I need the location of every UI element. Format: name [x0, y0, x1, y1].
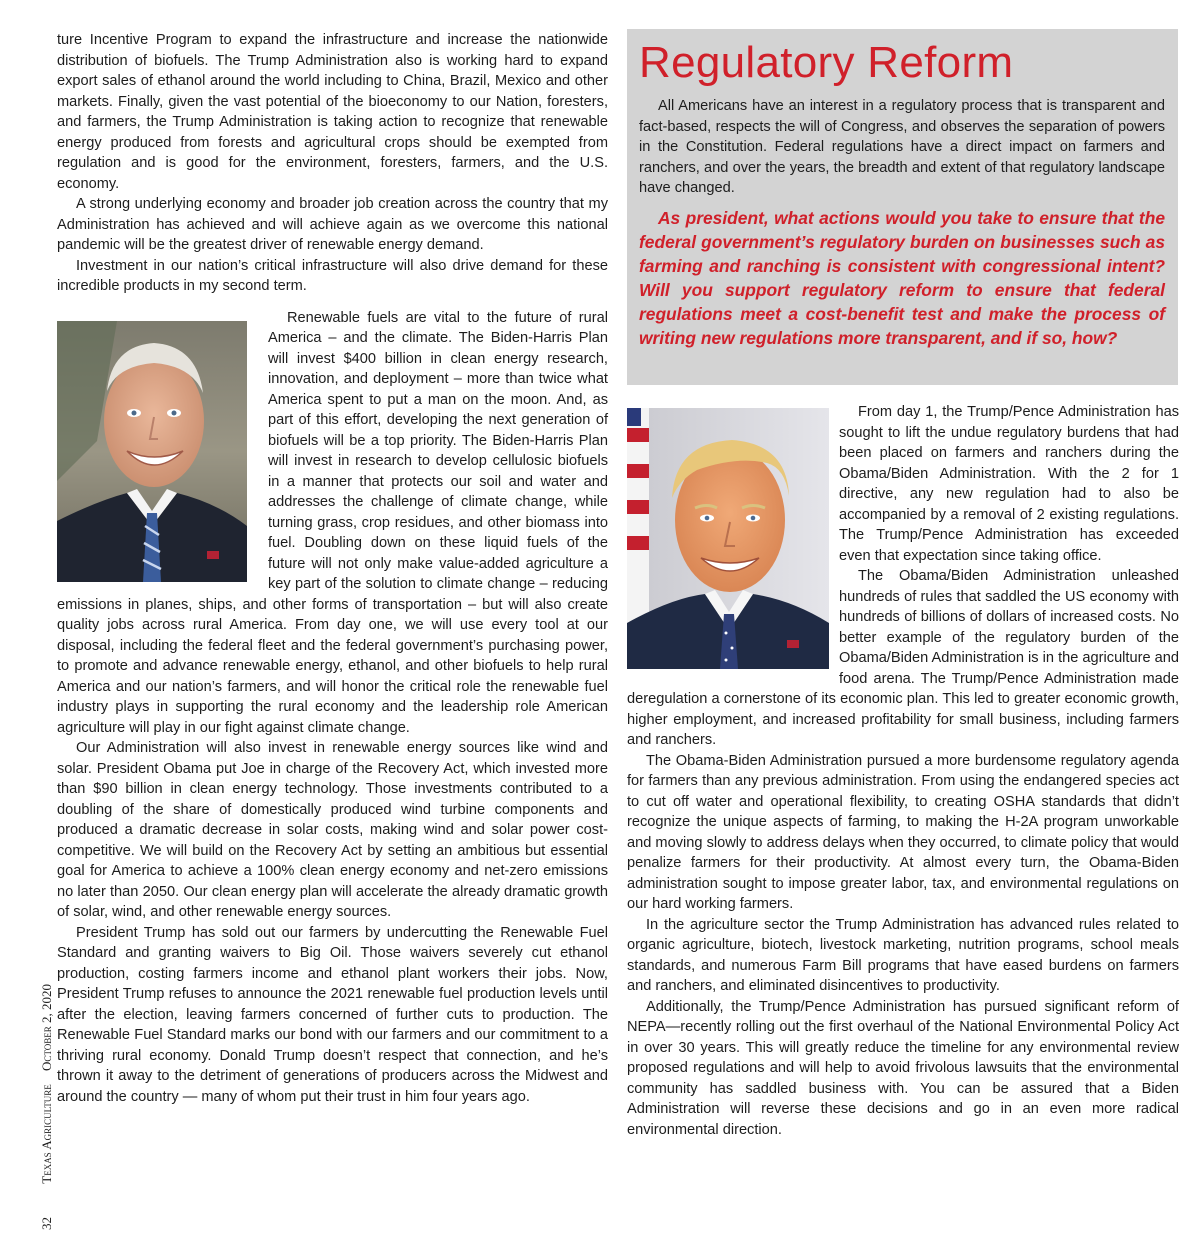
paragraph: President Trump has sold out our farmers by undercutting the Renewable Fuel Standard and granting waivers to Big Oil. Those waivers severely cut ethanol production, costing farmers income and ethanol plant workers their jobs. Now, President Trump refuses to announce the 2021 renewable fuel production levels until after the election, leaving farmers concerned of further cuts to production. The Renewable Fuel Standard marks our bond with our farmers and our commitment to a thriving rural economy. Donald Trump doesn’t respect that connection, and he’s thrown it away to the detriment of generations of producers across the Midwest and around the country — many of whom put their trust in him four years ago. [57, 924, 608, 1105]
issue-date: October 2, 2020 [39, 983, 54, 1071]
regulatory-reform-sidebar [627, 29, 1178, 385]
paragraph: Our Administration will also invest in renewable energy sources like wind and solar. President Obama put Joe in charge of the Recovery Act, which invested more than $90 billion in clean energy technology. Those investments contributed to a doubling of the share of domestically produced wind turbine components and produced a dramatic decrease in solar costs, making wind and solar power cost-competitive. We will build on the Recovery Act by setting an ambitious but essential goal for America to achieve a 100% clean energy economy and net-zero emissions no later than 2050. Our clean energy plan will accelerate the already dramatic growth of solar, wind, and other renewable energy sources. [57, 740, 608, 920]
paragraph: The Obama-Biden Administration pursued a more burdensome regulatory agenda for farmers than any previous administration. From using the endangered species act to cut off water and operational flexibility, to creating OSHA standards that didn’t recognize the unique aspects of farming, to making the H-2A program unworkable and moving slowly to address delays when they occurred, to climate policy that would penalize farmers for their productivity. At almost every turn, the Obama-Biden administration sought to impose greater labor, tax, and environmental regulations on our hard working farmers. [627, 752, 1179, 912]
trump-portrait-photo [627, 408, 829, 669]
section-title: Regulatory Reform [639, 38, 1014, 87]
paragraph: Renewable fuels are vital to the future of rural America – and the climate. The Biden-Harris Plan will invest $400 billion in clean energy research, innovation, and deployment – more than twice what America spent to put a man on the moon. And, as part of this effort, developing the next generation of biofuels will be a top priority. The Biden-Harris Plan will invest in research to develop cellulosic biofuels in a manner that protects our soil and water and addresses the challenge of climate change, while turning grass, crop residues, and other biomass into fuel. Doubling down on these liquid fuels of the future will not only make value-added agriculture a key part of the solution to climate change – reducing emissions in planes, ships, and other forms of transportation – but will also create quality jobs across rural America. From day one, we will use every tool at our disposal, including the federal fleet and the federal government’s purchasing power, to promote and advance renewable energy, ethanol, and other biofuels to help rural America and our nation’s farmers, and will honor the critical role the renewable fuel industry plays in supporting the rural economy and the leadership role American agriculture will play in our fight against climate change. [57, 309, 608, 736]
biden-response [57, 308, 608, 1108]
biden-portrait-photo [57, 321, 247, 582]
paragraph: Additionally, the Trump/Pence Administration has pursued significant reform of NEPA—recently rolling out the first overhaul of the National Environmental Policy Act in over 30 years. This will greatly reduce the timeline for any environmental review proposed regulations and will help to avoid frivolous lawsuits that the environmental community has saddled business with. You can be assured that a Biden Administration will reverse these decisions and go in an even more radical environmental direction. [627, 998, 1179, 1138]
left-column-intro [57, 30, 608, 297]
left-column [57, 30, 608, 1107]
right-column [627, 402, 1179, 1140]
paragraph: The Obama/Biden Administration unleashed hundreds of rules that saddled the US economy with hundreds of billions of dollars of increased costs. No better example of the regulatory burden of the Obama/Biden Administration is in the agriculture and food arena. The Trump/Pence Administration made deregulation a cornerstone of its economic plan. This led to greater economic growth, higher employment, and increased profitability for small business, including farmers and ranchers. [627, 568, 1179, 748]
paragraph: A strong underlying economy and broader job creation across the country that my Administration has achieved and will achieve again as we overcome this national pandemic will be the greatest driver of renewable energy demand. [57, 196, 608, 253]
publication-name: Texas Agriculture [39, 1084, 54, 1184]
paragraph: From day 1, the Trump/Pence Administration has sought to lift the undue regulatory burdens that had been placed on farmers and ranchers during the Obama/Biden Administration. With the 2 for 1 directive, any new regulation had to also be accompanied by a removal of 2 existing regulations. The Trump/Pence Administration has exceeded even that expectation since taking office. [839, 404, 1179, 564]
paragraph: ture Incentive Program to expand the infrastructure and increase the nationwide distribution of biofuels. The Trump Administration also is working hard to expand export sales of ethanol around the world including to China, Brazil, Mexico and other markets. Finally, given the vast potential of the bioeconomy to our Nation, foresters, and farmers, the Trump Administration is taking action to recognize that renewable energy produced from forests and agricultural crops should be exempted from regulation and is good for the environment, foresters, farmers, and the U.S. economy. [57, 32, 608, 192]
sidebar-question: As president, what actions would you take to ensure that the federal government’s regulatory burden on businesses such as farming and ranching is consistent with congressional intent? Will you support regulatory reform to ensure that federal regulations meet a cost-benefit test and make the process of writing new regulations more transparent, and if so, how? [639, 208, 1165, 348]
page-footer [35, 830, 59, 1230]
paragraph: In the agriculture sector the Trump Administration has advanced rules related to organic agriculture, biotech, livestock marketing, nutrition programs, school meals standards, and numerous Farm Bill programs that have eased burdens on farmers and ranchers, and eliminated disincentives to productivity. [627, 916, 1179, 994]
sidebar-intro: All Americans have an interest in a regulatory process that is transparent and fact-based, respects the will of Congress, and observes the separation of powers in the Constitution. Federal regulations have a direct impact on farmers and ranchers, and over the years, the breadth and extent of that regulatory landscape have changed. [639, 98, 1165, 197]
paragraph: Investment in our nation’s critical infrastructure will also drive demand for these incredible products in my second term. [57, 257, 608, 294]
page-number: 32 [39, 1217, 54, 1230]
